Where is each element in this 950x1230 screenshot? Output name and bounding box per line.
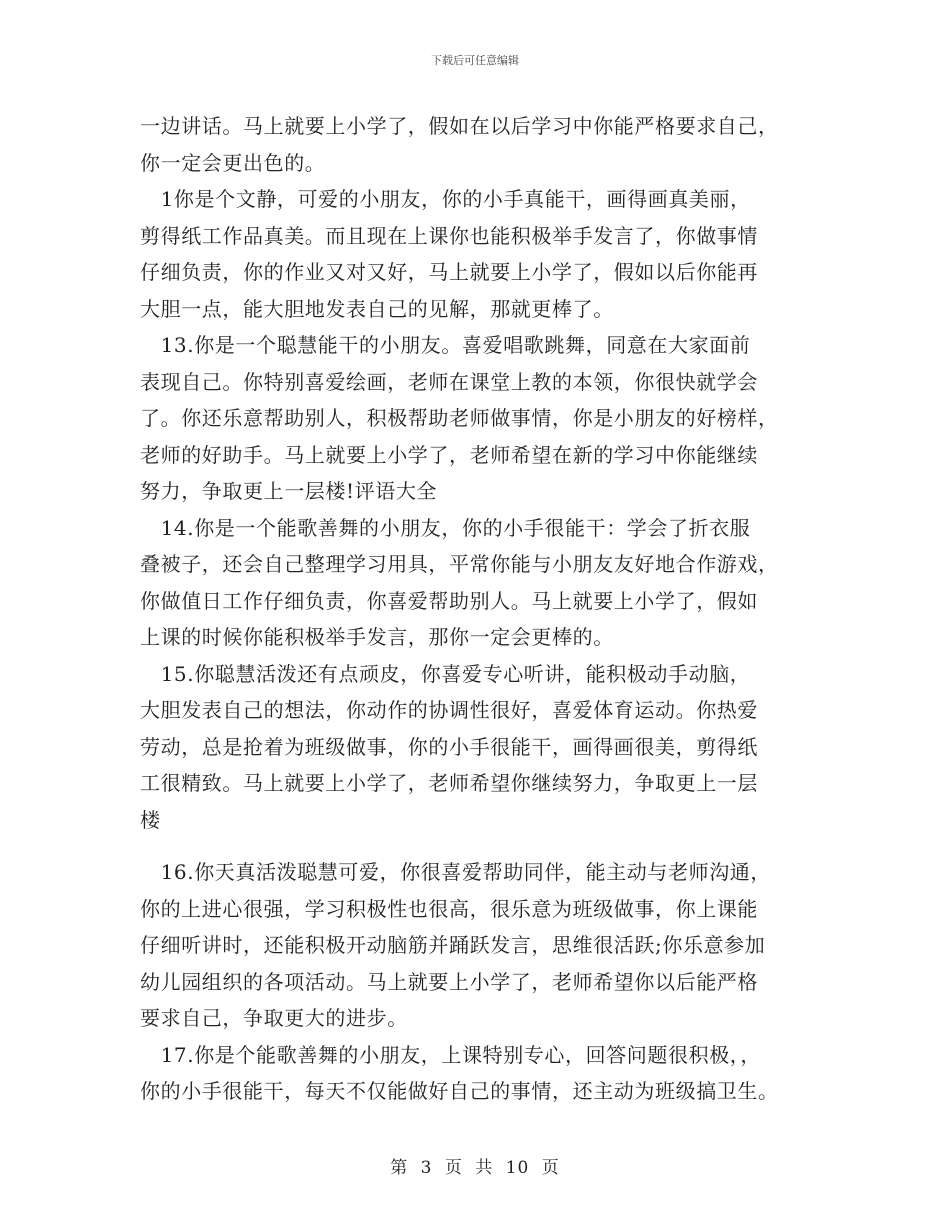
page-header: 下载后可任意编辑 [431,54,519,67]
page-footer: 第 3 页 共 10 页 [390,1158,560,1178]
text-line: 你做值日工作仔细负责，你喜爱帮助别人。马上就要上小学了，假如 [140,588,758,613]
text-line: 你的小手很能干，每天不仅能做好自己的事情，还主动为班级搞卫生。 [140,1079,779,1103]
text-line: 工很精致。马上就要上小学了，老师希望你继续努力，争取更上一层 [140,771,758,795]
text-line: 1你是个文静，可爱的小朋友，你的小手真能干，画得画真美丽， [140,187,751,211]
text-line: 剪得纸工作品真美。而且现在上课你也能积极举手发言了，你做事情 [140,223,758,248]
paragraph [140,510,830,656]
paragraph [140,108,830,181]
text-line: 13.你是一个聪慧能干的小朋友。喜爱唱歌跳舞，同意在大家面前 [140,333,751,357]
paragraph-gap [140,838,830,854]
text-line: 16.你天真活泼聪慧可爱，你很喜爱帮助同伴，能主动与老师沟通， [140,860,772,884]
text-line: 上课的时候你能积极举手发言，那你一定会更棒的。 [140,625,614,649]
paragraph [140,656,830,839]
document-body [140,108,830,1110]
paragraph [140,854,830,1037]
text-line: 了。你还乐意帮助别人，积极帮助老师做事情，你是小朋友的好榜样， [140,406,779,430]
text-line: 老师的好助手。马上就要上小学了，老师希望在新的学习中你能继续 [140,442,758,467]
text-line: 幼儿园组织的各项活动。马上就要上小学了，老师希望你以后能严格 [140,969,758,994]
text-line: 要求自己，争取更大的进步。 [140,1006,408,1030]
text-line: 楼 [140,807,161,832]
text-line: 仔细负责，你的作业又对又好，马上就要上小学了，假如以后你能再 [140,260,758,284]
text-line: 你的上进心很强，学习积极性也很高，很乐意为班级做事，你上课能 [140,896,758,921]
text-line: 14.你是一个能歌善舞的小朋友，你的小手很能干：学会了折衣服 [140,515,751,540]
text-line: 一边讲话。马上就要上小学了，假如在以后学习中你能严格要求自己， [140,114,779,138]
paragraph [140,181,830,327]
text-line: 你一定会更出色的。 [140,150,326,175]
text-line: 15.你聪慧活泼还有点顽皮，你喜爱专心听讲，能积极动手动脑， [140,661,751,686]
text-line: 叠被子，还会自己整理学习用具，平常你能与小朋友友好地合作游戏， [140,552,779,576]
text-line: 大胆发表自己的想法，你动作的协调性很好，喜爱体育运动。你热爱 [140,698,758,722]
text-line: 努力，争取更上一层楼!评语大全 [140,479,438,503]
text-line: 劳动，总是抢着为班级做事，你的小手很能干，画得画很美，剪得纸 [140,734,758,759]
paragraph [140,327,830,510]
text-line: 17.你是个能歌善舞的小朋友，上课特别专心，回答问题很积极，， [140,1042,762,1067]
text-line: 仔细听讲时，还能积极开动脑筋并踊跃发言，思维很活跃;你乐意参加 [140,933,766,957]
paragraph [140,1037,830,1110]
text-line: 表现自己。你特别喜爱绘画，老师在课堂上教的本领，你很快就学会 [140,369,758,394]
text-line: 大胆一点，能大胆地发表自己的见解，那就更棒了。 [140,296,614,321]
